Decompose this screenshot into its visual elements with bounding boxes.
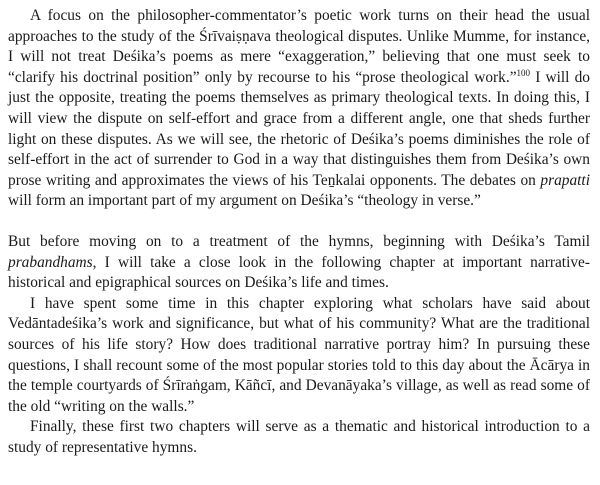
footnote-marker-100: 100 bbox=[516, 67, 531, 78]
p4-text: Finally, these first two chapters will serve as a thematic and historical introduction to a study of representative hymns. bbox=[8, 418, 590, 456]
p1-text-3: will form an important part of my argument on Deśika’s “theology in verse.” bbox=[8, 192, 481, 210]
paragraph-p3 bbox=[8, 294, 590, 418]
paragraph-p4 bbox=[8, 417, 590, 458]
p3-text: I have spent some time in this chapter exploring what scholars have said about Vedāntadeśika’s work and significance, but what of his community? What are the traditional sources of his life story? How does traditional narrative portray him? In pursuing these questions, I shall recount some of the most popular stories told to this day about the Ācārya in the temple courtyards of Śrīraṅgam, Kāñcī, and Devanāyaka’s village, as well as read some of the old “writing on the walls.” bbox=[8, 294, 590, 415]
p1-text-1: A focus on the philosopher-commentator’s poetic work turns on their head the usual approaches to the study of the Śrīvaiṣṇava theological disputes. Unlike Mumme, for instance, I will not treat Deśika’s poems as mere “exaggeration,” believing that one must seek to “clarify his doctrinal position” only by recourse to his “prose theological work.” bbox=[8, 7, 590, 86]
paragraph-p1 bbox=[8, 6, 590, 212]
prapatti-term: prapatti bbox=[540, 171, 590, 189]
paragraph-p2 bbox=[8, 232, 590, 294]
prabandhams-term: prabandhams bbox=[8, 253, 93, 271]
p1-text-2: I will do just the opposite, treating the poems themselves as primary theological texts. In doing this, I will view the dispute on self-effort and grace from a different angle, one that sheds further light on these disputes. As we will see, the rhetoric of Deśika’s poems diminishes the role of self-effort in the act of surrender to God in a way that distinguishes them from Deśika’s own prose writing and approximates the views of his Teṉkalai opponents. The debates on bbox=[8, 68, 590, 189]
p2-text-2: , I will take a close look in the following chapter at important narrative-historical and epigraphical sources on Deśika’s life and times. bbox=[8, 253, 590, 292]
paragraph-gap bbox=[8, 212, 590, 232]
p2-text-1: But before moving on to a treatment of the hymns, beginning with Deśika’s Tamil bbox=[8, 232, 590, 250]
